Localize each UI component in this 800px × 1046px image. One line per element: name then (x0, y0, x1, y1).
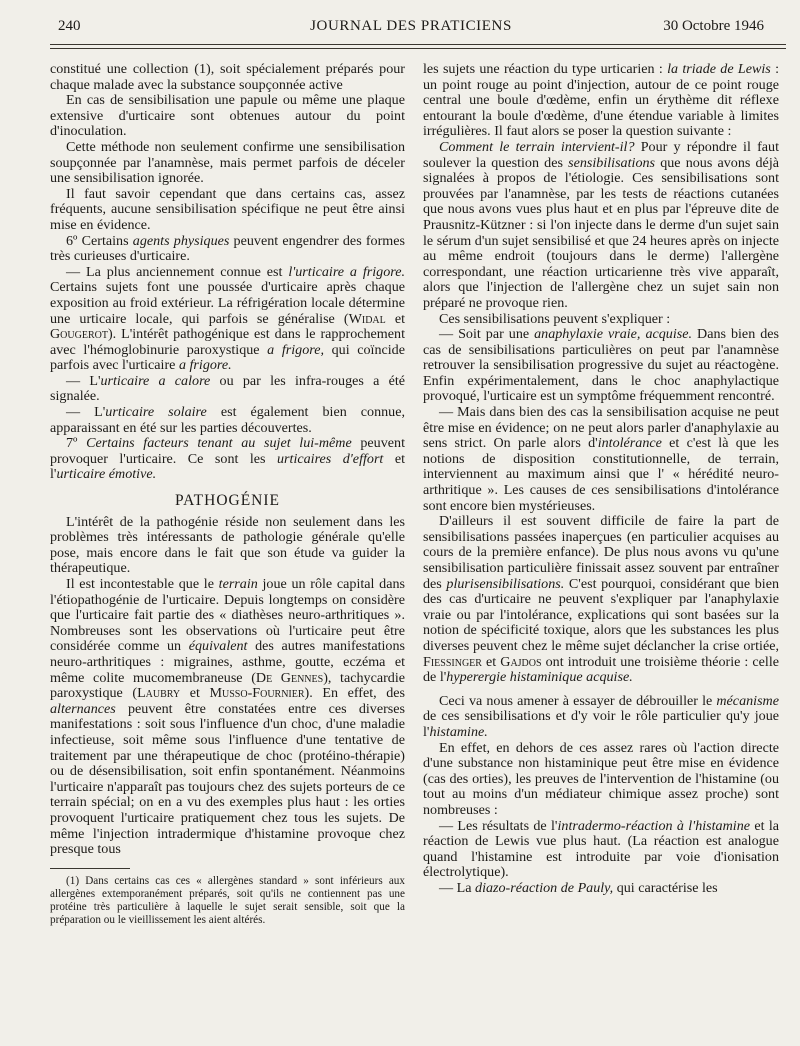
paragraph: — L'urticaire solaire est également bien connue, apparaissant en été sur les parties découvertes. (50, 404, 406, 436)
paragraph: Il faut savoir cependant que dans certains cas, assez fréquents, aucune sensibilisation spécifique ne peut être ainsi mise en évidence. (50, 185, 405, 233)
paragraph: En cas de sensibilisation une papule ou même une plaque extensive d'urticaire sont obtenues autour du point d'inoculation. (50, 92, 405, 140)
right-column (423, 62, 779, 896)
footnote: (1) Dans certains cas ces « allergènes standard » sont inférieurs aux allergènes extemporanément préparés, soit qu'ils ne contiennent pas une protéine très particulière à laquelle le sujet serait sensible, soit que la préparation ou le vieillissement les aient altérés. (50, 874, 405, 926)
section-heading: PATHOGÉNIE (174, 492, 280, 510)
paragraph: Ceci va nous amener à essayer de débrouiller le mécanisme de ces sensibilisations et d'y voir le rôle particulier qu'y joue l'histamine. (423, 692, 779, 740)
paragraph: — Mais dans bien des cas la sensibilisation acquise ne peut être mise en évidence; on ne peut alors parler d'anaphylaxie au sens strict. On parle alors d'intolérance et c'est là que les notions de disposition constitutionnelle, de terrain, interviennent au maximum ainsi que l' « hérédité neuro-arthritique ». Les causes de ces sensibilisations d'intolérance sont encore bien mystérieuses. (423, 404, 780, 514)
paragraph: 7º Certains facteurs tenant au sujet lui-même peuvent provoquer l'urticaire. Ce sont les urticaires d'effort et l'urticaire émotive. (50, 435, 405, 483)
paragraph: — La plus anciennement connue est l'urticaire a frigore. Certains sujets font une poussée d'urticaire après chaque exposition au froid extérieur. La réfrigération locale détermine une urticaire locale, qui parfois se généralise (Widal et Gougerot). L'intérêt pathogénique est dans le rapprochement avec l'hémoglobinurie paroxystique a frigore, qui coïncide parfois avec l'urticaire a frigore. (50, 263, 405, 374)
paragraph: Ces sensibilisations peuvent s'expliquer : (439, 310, 671, 327)
paragraph: — Soit par une anaphylaxie vraie, acquise. Dans bien des cas de sensibilisations particulières on peut par l'anamnèse retrouver la sensibilisation progressive du sujet au réactogène. Enfin expérimentalement, dans le choc anaphylactique provoqué, l'urticaire est un symptôme fréquemment rencontré. (423, 326, 780, 405)
paragraph: constitué une collection (1), soit spécialement préparés pour chaque malade avec la substance soupçonnée active (50, 61, 405, 93)
paragraph: D'ailleurs il est souvent difficile de faire la part de sensibilisations passées inaperçues (en particulier acquises au cours de la première enfance). De plus nous avons vu qu'une sensibilisation particulière finissait assez souvent par entraîner des plurisensibilisations. C'est pourquoi, considérant que bien des cas d'urticaire ne peuvent s'expliquer par l'anaphylaxie vraie ou par l'intolérance, explications qui sont basées sur la notion de spécificité toxique, alors que les substances les plus diverses peuvent chez le même sujet déclancher la crise ortiée, Fiessinger et Gajdos ont introduit une troisième théorie : celle de l'hyperergie histaminique acquise. (423, 513, 780, 686)
journal-title: JOURNAL DES PRATICIENS (310, 18, 512, 34)
paragraph: — Les résultats de l'intradermo-réaction à l'histamine et la réaction de Lewis vue plus haut. (La réaction est analogue quand l'histamine est introduite par voie d'ionisation électrolytique). (423, 817, 780, 881)
paragraph: — La diazo-réaction de Pauly, qui caractérise les (439, 879, 718, 896)
header-rule-double (50, 48, 786, 49)
paragraph: L'intérêt de la pathogénie réside non seulement dans les problèmes très intéressants de pathologie générale qu'elle pose, mais encore dans le fait que son étude va guider la thérapeutique. (50, 513, 405, 577)
paragraph: Cette méthode non seulement confirme une sensibilisation soupçonnée par l'anamnèse, mais permet parfois de déceler une sensibilisation ignorée. (50, 138, 405, 187)
paragraph: les sujets une réaction du type urticarien : la triade de Lewis : un point rouge au point d'injection, autour de ce point rouge central une boule d'œdème, enfin un érythème dit réflexe entourant la boule d'œdème, d'une étendue variable à limites irrégulières. Il faut alors se poser la question suivante : (423, 61, 779, 140)
paragraph: Comment le terrain intervient-il? Pour y répondre il faut soulever la question des sensibilisations que nous avons déjà signalées à propos de l'étiologie. Ces sensibilisations sont prouvées par l'anamnèse, par les tests de réactions cutanées que nous avons vues plus haut et en plus par l'épreuve dite de Prausnitz-Kützner : si l'on injecte dans le derme d'un sujet sain le sérum d'un sujet sensibilisé et que 24 heures après on injecte au même endroit (toujours dans le derme) l'allergène correspondant, une réaction urticarienne très vive apparaît, alors que l'injection de l'allergène chez un sujet sain non préparé ne provoque rien. (423, 138, 779, 311)
left-column (50, 62, 405, 927)
paragraph: En effet, en dehors de ces assez rares où l'action directe d'une substance non histaminique peut être mise en évidence (cas des orties), les preuves de l'intervention de l'histamine (ou tout au moins d'un médiateur chimique assez proche) sont nombreuses : (423, 739, 779, 818)
page-header (58, 14, 764, 40)
page-number: 240 (58, 18, 81, 34)
header-rule (50, 44, 786, 45)
issue-date: 30 Octobre 1946 (663, 18, 764, 34)
footnote-rule (50, 868, 130, 869)
paragraph: — L'urticaire a calore ou par les infra-rouges a été signalée. (50, 372, 406, 405)
paragraph: 6º Certains agents physiques peuvent engendrer des formes très curieuses d'urticaire. (50, 232, 406, 265)
paragraph: Il est incontestable que le terrain joue un rôle capital dans l'étiopathogénie de l'urticaire. Depuis longtemps on considère que l'urticaire fait partie des « diathèses neuro-arthritiques ». Nombreuses sont les observations où l'urticaire peut être considérée comme un équivalent des autres manifestations neuro-arthritiques : migraines, asthme, goutte, eczéma et même colite mucomembraneuse (De Gennes), tachycardie paroxystique (Laubry et Musso-Fournier). En effet, des alternances peuvent être constatées entre ces diverses manifestations : soit sous l'influence d'un choc, d'une maladie infectieuse, soit même sous l'influence d'une tentative de traitement par une thérapeutique de choc (protéino-thérapie) ou de désensibilisation, soit enfin spontanément. Néanmoins l'urticaire n'apparaît pas toujours chez des sujets porteurs de ce terrain spécial; on en a vu des exemples plus haut : les orties provoquent l'urticaire pratiquement chez tous les sujets. De même l'injection intradermique d'histamine provoque chez presque tous (50, 576, 406, 858)
